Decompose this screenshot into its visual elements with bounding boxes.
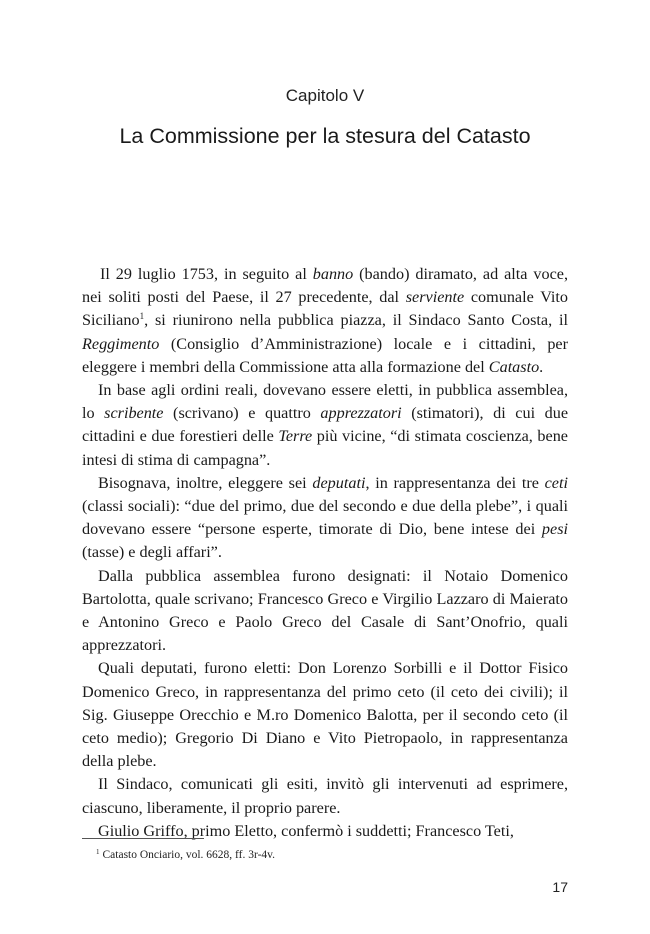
text-run: (classi sociali): “due del primo, due del secondo e due della plebe”, i quali dovevano essere “persone esperte, timorate di Dio, bene intese dei [82, 497, 568, 539]
text-run: (Consiglio d’Amministrazione) locale e i cittadini, per eleggere i membri della Commissione atta alla formazione del [82, 334, 568, 376]
text-run: (scrivano) e quattro [163, 404, 321, 423]
text-run: In base agli ordini reali, dovevano essere eletti, in pubblica assemblea, lo [82, 381, 568, 423]
paragraph [82, 565, 568, 658]
text-run: Bisognava, inoltre, eleggere sei [98, 473, 313, 492]
italic-term: banno [312, 265, 354, 283]
footnote-ref: 1 [139, 311, 145, 322]
paragraph [82, 657, 568, 773]
text-run: (tasse) e degli affari”. [82, 543, 222, 562]
italic-term: deputati [312, 473, 366, 492]
text-run: Il 29 luglio 1753, in seguito al [100, 265, 313, 283]
italic-term: apprezzatori [320, 404, 402, 423]
body-text [82, 263, 568, 843]
text-run: Giulio Griffo, primo Eletto, confermò i suddetti; Francesco Teti, [98, 821, 514, 840]
italic-term: Catasto [488, 357, 540, 376]
italic-term: Terre [278, 427, 313, 446]
italic-term: pesi [541, 520, 568, 539]
italic-term: scribente [104, 404, 164, 423]
page-number: 17 [552, 879, 568, 895]
footnote-text: Catasto Onciario, vol. 6628, ff. 3r-4v. [102, 849, 276, 861]
text-run: comunale Vito Siciliano [82, 288, 569, 330]
chapter-label: Capitolo V [285, 86, 365, 105]
text-run: Dalla pubblica assemblea furono designati: il Notaio Domenico Bartolotta, quale scrivano; Francesco Greco e Virgilio Lazzaro di Maierato e Antonino Greco e Paolo Greco del Casale di Sant’Onofrio, quali apprezzatori. [82, 566, 568, 655]
italic-term: ceti [544, 473, 568, 492]
text-run: più vicine, “di stimata coscienza, bene intesi di stima di campagna”. [82, 427, 568, 469]
text-run: Il Sindaco, comunicati gli esiti, invitò gli intervenuti ad esprimere, ciascuno, liberamente, il proprio parere. [82, 775, 568, 817]
text-run: , in rappresentanza dei tre [365, 473, 545, 492]
text-run: (bando) diramato, ad alta voce, nei soliti posti del Paese, il 27 precedente, dal [82, 265, 568, 307]
text-run: Quali deputati, furono eletti: Don Lorenzo Sorbilli e il Dottor Fisico Domenico Greco, in rappresentanza del primo ceto (il ceto dei civili); il Sig. Giuseppe Orecchio e M.ro Domenico Balotta, per il secondo ceto (il ceto medio); Gregorio Di Diano e Vito Pietropaolo, in rappresentanza della plebe. [82, 659, 568, 771]
text-run: (stimatori), di cui due cittadini e due forestieri delle [82, 404, 569, 446]
footnote-marker: 1 [96, 848, 100, 856]
paragraph [82, 379, 568, 472]
chapter-title: La Commissione per la stesura del Catasto [119, 124, 531, 148]
paragraph [82, 773, 568, 819]
footnote-divider [82, 838, 204, 839]
paragraph [82, 263, 568, 379]
italic-term: serviente [405, 288, 465, 307]
paragraph [82, 472, 568, 565]
footnote [96, 848, 566, 861]
paragraph [82, 820, 568, 843]
text-run: . [539, 357, 544, 376]
text-run: , si riunirono nella pubblica piazza, il Sindaco Santo Costa, il [144, 311, 568, 330]
italic-term: Reggimento [82, 334, 160, 353]
